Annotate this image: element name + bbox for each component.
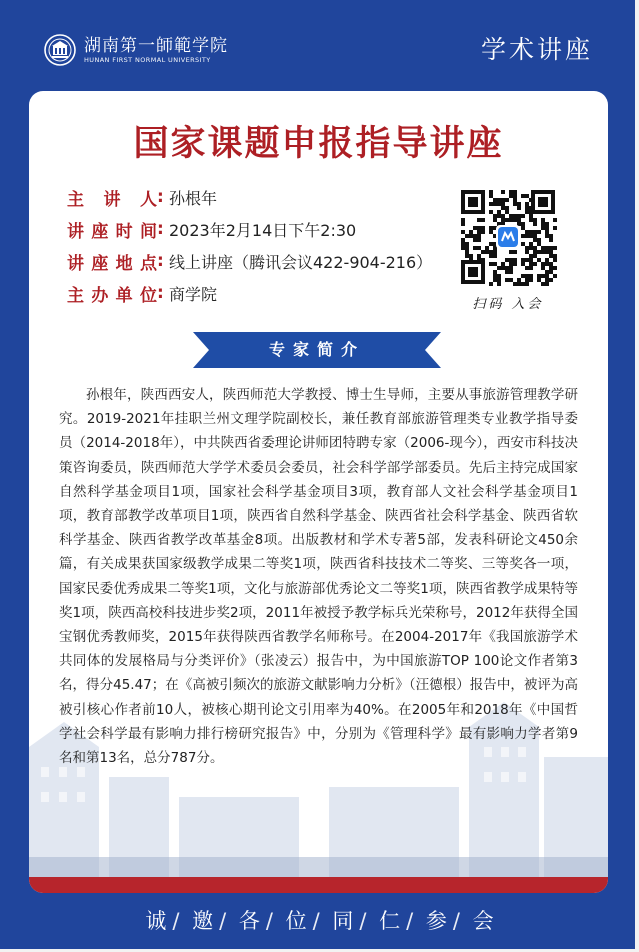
footer-char: 同: [332, 909, 354, 933]
separator: /: [312, 909, 320, 933]
lecture-title: 国家课题申报指导讲座: [133, 124, 504, 164]
info-colon: :: [157, 283, 164, 303]
info-label: 讲座时间: [67, 221, 157, 242]
footer-char: 各: [238, 909, 260, 933]
speaker-biography: 孙根年，陕西西安人，陕西师范大学教授、博士生导师，主要从事旅游管理教学研究。2019-2021年挂职兰州文理学院副校长，兼任教育部旅游管理类专业教学指导委员（2014-2018年），中共陕西省委理论讲师团特聘专家（2006-现今），西安市科技决策咨询委员，陕西师范大学学术委员会委员，社会科学部学部委员。先后主持完成国家自然科学基金项目1项，国家社会科学基金项目3项，教育部人文社会科学基金项目1项，教育部教学改革项目1项，陕西省自然科学基金、陕西省社会科学基金、陕西省软科学基金、陕西省教学改革基金8项。出版教材和学术专著5部，发表科研论文450余篇，有关成果获国家级教学成果二等奖1项，陕西省科技技术二等奖、三等奖各一项，国家民委优秀成果二等奖1项，文化与旅游部优秀论文二等奖1项，陕西省教学成果特等奖1项，陕西高校科技进步奖2项，2011年被授予教学标兵光荣称号，2012年获得全国宝钢优秀教师奖，2015年获得陕西省教学名师称号。在2004-2017年《我国旅游学术共同体的发展格局与分类评价》（张凌云）报告中，为中国旅游TOP 100论文作者第3名，得分45.47；在《高被引频次的旅游文献影响力分析》（汪德根）报告中，被评为高被引核心作者前10人，被核心期刊论文引用率为40%。在2005年和2018年《中国哲学社会科学最有影响力排行榜研究报告》中，分别为《管理科学》最有影响力学者第9名和第13名，总分787分。: [59, 387, 578, 767]
footer-char: 会: [472, 909, 494, 933]
info-row-organizer: [67, 277, 432, 309]
info-label: 主讲人: [67, 189, 157, 210]
separator: /: [172, 909, 180, 933]
info-colon: :: [157, 251, 164, 271]
separator: /: [265, 909, 273, 933]
right-edge: [635, 0, 639, 952]
qr-code[interactable]: [459, 188, 557, 286]
info-value: 孙根年: [169, 188, 218, 208]
lecture-info: [67, 181, 432, 309]
logo-english-name: HUNAN FIRST NORMAL UNIVERSITY: [84, 55, 211, 64]
info-label: 主办单位: [67, 285, 157, 306]
separator: /: [406, 909, 414, 933]
info-value: 2023年2月14日下午2:30: [169, 220, 357, 240]
invitation-footer: [0, 905, 639, 935]
footer-char: 参: [425, 909, 447, 933]
university-seal-icon: [44, 34, 76, 66]
separator: /: [359, 909, 367, 933]
logo-chinese-name: 湖南第一師範学院: [84, 35, 228, 56]
info-row-speaker: [67, 181, 432, 213]
header-category: 学术讲座: [480, 35, 593, 64]
info-row-location: [67, 245, 432, 277]
qr-caption: 扫码 入会: [472, 297, 544, 312]
separator: /: [452, 909, 460, 933]
footer-char: 仁: [379, 909, 401, 933]
footer-char: 邀: [192, 909, 214, 933]
poster-card: [29, 91, 608, 893]
university-logo: [44, 34, 228, 66]
info-row-time: [67, 213, 432, 245]
info-label: 讲座地点: [67, 253, 157, 274]
section-title: 专家简介: [268, 340, 365, 359]
info-value: 线上讲座（腾讯会议422-904-216）: [169, 252, 433, 272]
card-bottom-stripe: [29, 877, 608, 893]
footer-char: 位: [285, 909, 307, 933]
footer-char: 诚: [145, 909, 167, 933]
info-value: 商学院: [169, 284, 218, 304]
info-colon: :: [157, 219, 164, 239]
info-colon: :: [157, 187, 164, 207]
separator: /: [219, 909, 227, 933]
